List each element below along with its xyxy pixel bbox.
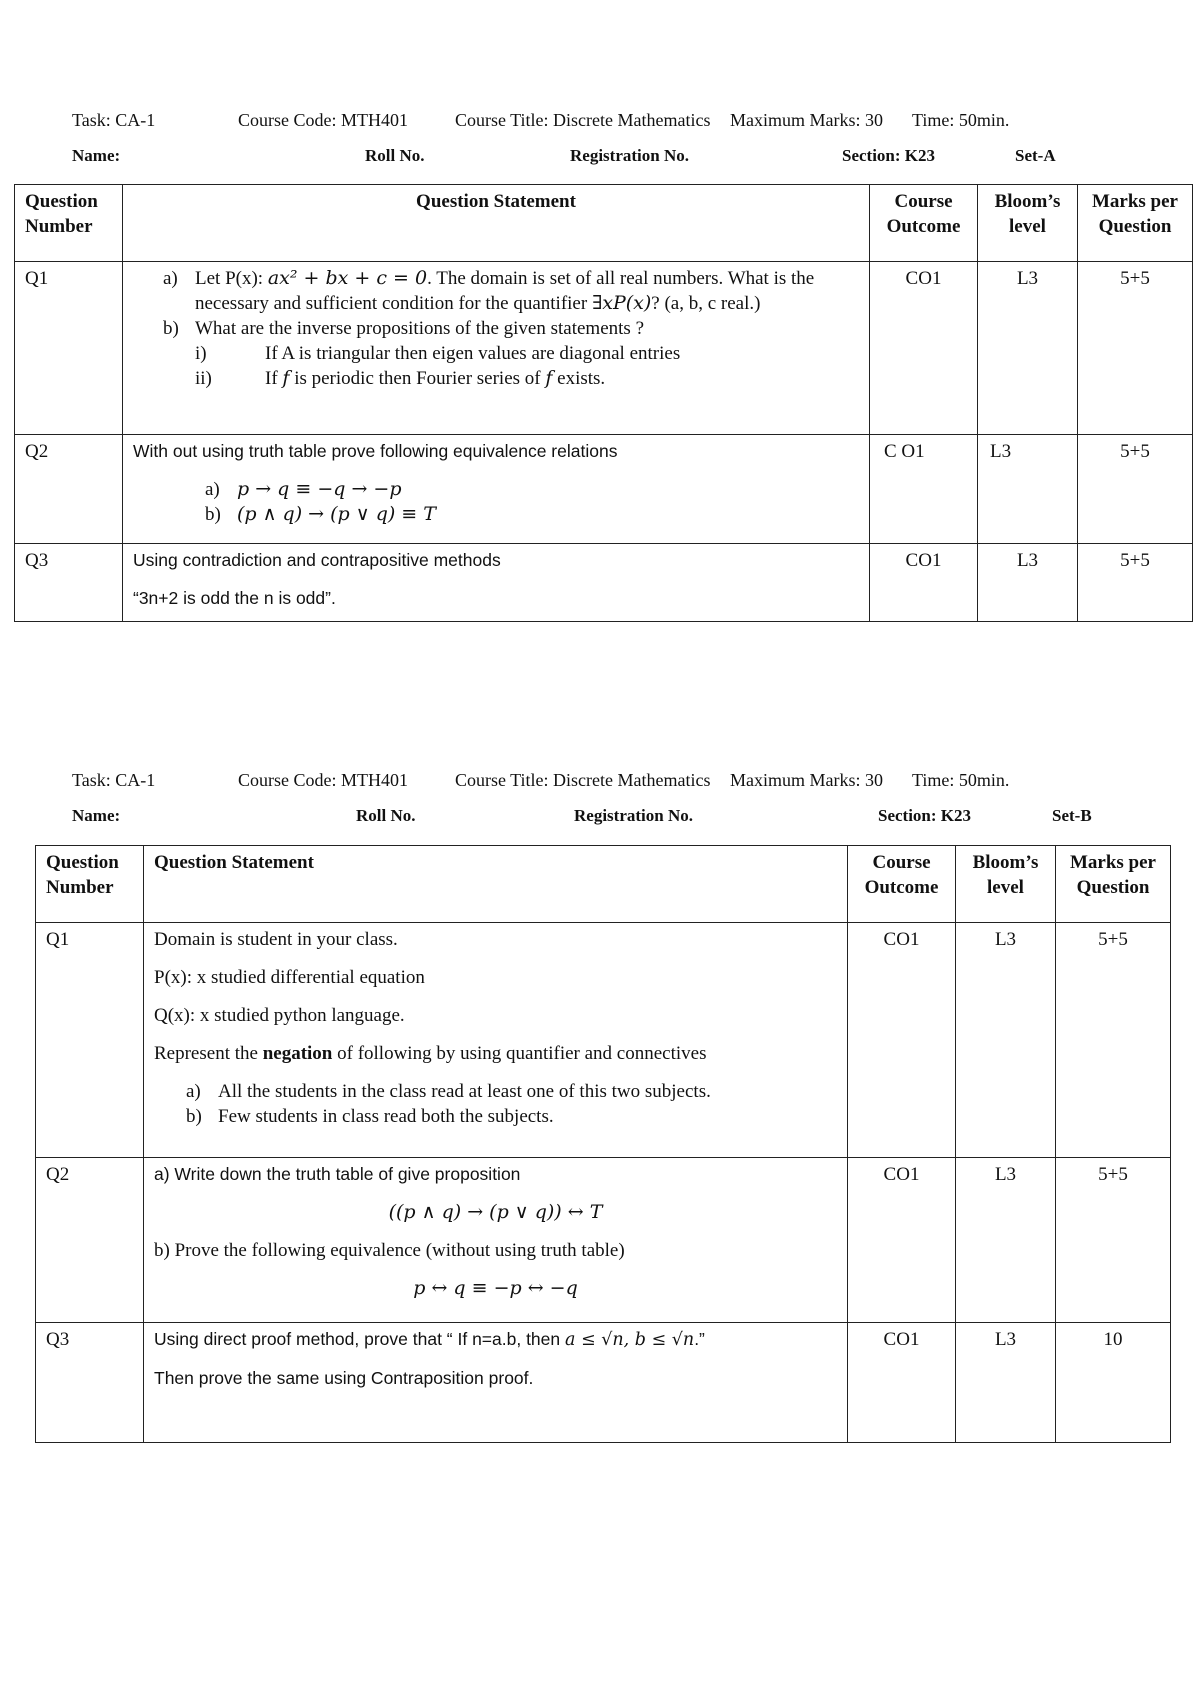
table-row: [36, 923, 1171, 1158]
set-b-question-table: [35, 845, 1171, 1443]
question-id: Q1: [15, 262, 123, 435]
course-outcome: CO1: [848, 923, 956, 1158]
question-statement: [144, 923, 848, 1158]
q1-line-2: P(x): x studied differential equation: [154, 967, 425, 988]
col-question-statement: Question Statement: [144, 846, 848, 923]
set-a-header: [0, 110, 1200, 134]
name-label: Name:: [72, 146, 121, 165]
list-item: [195, 341, 859, 366]
table-row: [15, 262, 1193, 435]
q3-inequality: a ≤ √n, b ≤ √n: [565, 1330, 695, 1350]
set-label: Set-A: [1015, 146, 1056, 165]
blooms-level: L3: [978, 262, 1078, 435]
registration-label: Registration No.: [570, 146, 689, 165]
question-statement: [123, 262, 870, 435]
marks: 10: [1056, 1323, 1171, 1443]
course-outcome: CO1: [870, 544, 978, 622]
col-blooms-level: Bloom’s level: [978, 185, 1078, 262]
q1-line-4-pre: Represent the: [154, 1043, 263, 1064]
course-outcome: CO1: [848, 1158, 956, 1323]
question-statement: [123, 435, 870, 544]
q1a-text: All the students in the class read at least one of this two subjects.: [218, 1081, 711, 1102]
table-row: [36, 1323, 1171, 1443]
course-outcome: CO1: [870, 262, 978, 435]
marks: 5+5: [1078, 262, 1193, 435]
marks: 5+5: [1056, 1158, 1171, 1323]
list-item: [186, 1104, 837, 1129]
q1-line-3: Q(x): x studied python language.: [154, 1005, 405, 1026]
time-label: Time: 50min.: [912, 110, 1010, 130]
q1a-text-3: ? (a, b, c real.): [651, 293, 761, 314]
question-statement: [144, 1323, 848, 1443]
function-symbol: f: [545, 367, 553, 389]
q3-line-2: “3n+2 is odd the n is odd”.: [133, 588, 336, 608]
table-header-row: [36, 846, 1171, 923]
negation-keyword: negation: [262, 1043, 333, 1064]
table-row: [15, 544, 1193, 622]
q1b-ii-text-2: is periodic then Fourier series of: [289, 368, 546, 389]
max-marks: Maximum Marks: 30: [730, 110, 883, 130]
item-marker: a): [205, 479, 220, 500]
q1b-ii-text-3: exists.: [552, 368, 606, 389]
marks: 5+5: [1078, 544, 1193, 622]
q1b-i-text: If A is triangular then eigen values are diagonal entries: [265, 343, 681, 364]
course-outcome: C O1: [870, 435, 978, 544]
list-item: [186, 1079, 837, 1104]
question-id: Q1: [36, 923, 144, 1158]
list-item: [205, 477, 859, 502]
course-code: Course Code: MTH401: [238, 770, 408, 790]
max-marks: Maximum Marks: 30: [730, 770, 883, 790]
col-course-outcome: Course Outcome: [870, 185, 978, 262]
col-marks: Marks per Question: [1056, 846, 1171, 923]
item-marker: ii): [195, 368, 212, 389]
q2a-text: a) Write down the truth table of give proposition: [154, 1164, 521, 1184]
item-marker: a): [163, 268, 178, 289]
q3-line-1: Using contradiction and contrapositive methods: [133, 550, 501, 570]
q1a-text-2: . The domain is set of all real numbers. What is the necessary and sufficient condition for the quantifier: [195, 268, 815, 314]
question-statement: [123, 544, 870, 622]
section-label: Section: K23: [878, 806, 972, 825]
q2b-equation: p ↔ q ≡ −p ↔ −q: [413, 1277, 578, 1299]
col-question-number: Question Number: [15, 185, 123, 262]
item-marker: b): [186, 1106, 202, 1127]
set-a-student-info: [0, 146, 1200, 170]
col-question-statement: Question Statement: [123, 185, 870, 262]
q3-line-2: Then prove the same using Contraposition proof.: [154, 1368, 534, 1388]
blooms-level: L3: [978, 435, 1078, 544]
q2b-text: b) Prove the following equivalence (without using truth table): [154, 1240, 625, 1261]
list-item: [163, 316, 859, 341]
course-outcome: CO1: [848, 1323, 956, 1443]
registration-label: Registration No.: [574, 806, 693, 825]
col-question-number: Question Number: [36, 846, 144, 923]
q1-line-4: [154, 1041, 837, 1066]
q1b-text: Few students in class read both the subjects.: [218, 1106, 554, 1127]
blooms-level: L3: [978, 544, 1078, 622]
q1a-equation: ax² + bx + c = 0: [267, 267, 428, 289]
marks: 5+5: [1078, 435, 1193, 544]
blooms-level: L3: [956, 923, 1056, 1158]
q3-line-1: [154, 1327, 837, 1353]
q2-intro: With out using truth table prove following equivalence relations: [133, 441, 618, 461]
time-label: Time: 50min.: [912, 770, 1010, 790]
set-label: Set-B: [1052, 806, 1092, 825]
roll-label: Roll No.: [365, 146, 425, 165]
q2a-equation: p → q ≡ −q → −p: [237, 478, 402, 500]
table-row: [36, 1158, 1171, 1323]
item-marker: a): [186, 1081, 201, 1102]
list-item: [205, 502, 859, 527]
q1b-text: What are the inverse propositions of the given statements ?: [195, 318, 645, 339]
q2a-equation: ((p ∧ q) → (p ∨ q)) ↔ T: [388, 1201, 603, 1223]
course-title: Course Title: Discrete Mathematics: [455, 110, 711, 130]
question-id: Q3: [36, 1323, 144, 1443]
section-label: Section: K23: [842, 146, 936, 165]
marks: 5+5: [1056, 923, 1171, 1158]
set-b-student-info: [0, 806, 1200, 830]
item-marker: b): [163, 318, 179, 339]
function-symbol: f: [282, 367, 290, 389]
list-item: [163, 266, 859, 316]
list-item: [195, 366, 859, 391]
q3-line-1-post: .”: [694, 1329, 705, 1349]
q1b-ii-text-1: If: [265, 368, 283, 389]
task-label: Task: CA-1: [72, 110, 156, 130]
q3-line-1-pre: Using direct proof method, prove that “ If n=a.b, then: [154, 1329, 565, 1349]
col-blooms-level: Bloom’s level: [956, 846, 1056, 923]
blooms-level: L3: [956, 1158, 1056, 1323]
question-statement: [144, 1158, 848, 1323]
table-header-row: [15, 185, 1193, 262]
q1a-quantifier: ∃xP(x): [591, 292, 652, 314]
blooms-level: L3: [956, 1323, 1056, 1443]
q2b-equation: (p ∧ q) → (p ∨ q) ≡ T: [237, 503, 436, 525]
course-title: Course Title: Discrete Mathematics: [455, 770, 711, 790]
q1-line-4-post: of following by using quantifier and connectives: [332, 1043, 707, 1064]
item-marker: i): [195, 343, 207, 364]
question-id: Q3: [15, 544, 123, 622]
col-course-outcome: Course Outcome: [848, 846, 956, 923]
course-code: Course Code: MTH401: [238, 110, 408, 130]
question-id: Q2: [36, 1158, 144, 1323]
col-marks: Marks per Question: [1078, 185, 1193, 262]
set-b-header: [0, 770, 1200, 794]
task-label: Task: CA-1: [72, 770, 156, 790]
item-marker: b): [205, 504, 221, 525]
q1-line-1: Domain is student in your class.: [154, 929, 398, 950]
question-id: Q2: [15, 435, 123, 544]
roll-label: Roll No.: [356, 806, 416, 825]
q1a-text-1: Let P(x):: [195, 268, 268, 289]
table-row: [15, 435, 1193, 544]
set-a-question-table: [14, 184, 1193, 622]
name-label: Name:: [72, 806, 121, 825]
